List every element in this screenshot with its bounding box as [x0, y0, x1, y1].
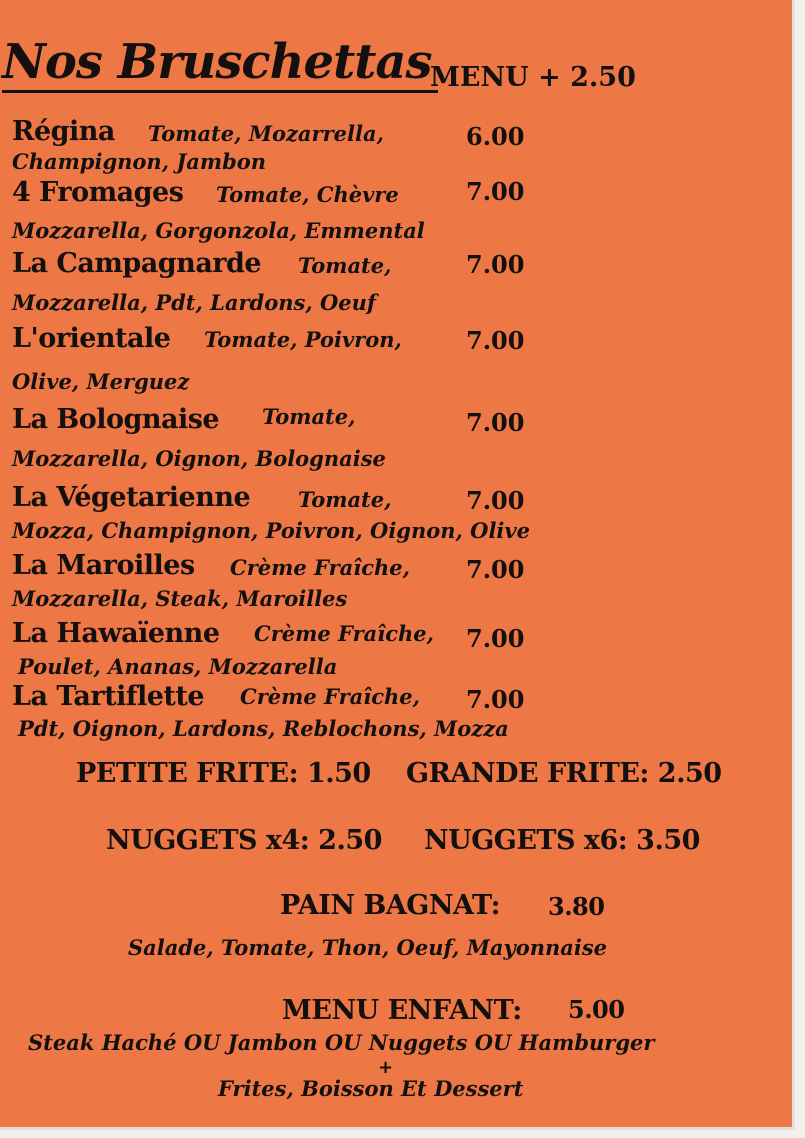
item-ingredients-cont: Mozza, Champignon, Poivron, Oignon, Olive	[12, 518, 530, 543]
pain-bagnat-label: PAIN BAGNAT:	[280, 890, 501, 921]
grande-frite-price: GRANDE FRITE: 2.50	[406, 758, 722, 789]
item-price: 7.00	[466, 326, 525, 355]
item-ingredients: Tomate,	[298, 253, 392, 278]
item-ingredients: Crème Fraîche,	[240, 684, 420, 709]
item-name: La Tartiflette	[12, 681, 205, 712]
item-name: La Maroilles	[12, 550, 195, 581]
item-name: La Végetarienne	[12, 482, 251, 513]
item-name: Régina	[12, 116, 115, 147]
item-name: L'orientale	[12, 323, 171, 354]
item-price: 7.00	[466, 408, 525, 437]
petite-frite-price: PETITE FRITE: 1.50	[76, 758, 371, 789]
item-ingredients: Tomate,	[262, 404, 356, 429]
menu-enfant-price: 5.00	[568, 995, 625, 1024]
nuggets-x6-price: NUGGETS x6: 3.50	[424, 825, 700, 856]
item-ingredients-cont: Mozzarella, Steak, Maroilles	[12, 586, 348, 611]
menu-supplement: MENU + 2.50	[430, 62, 636, 93]
item-name: La Bolognaise	[12, 404, 220, 435]
menu-enfant-plus: +	[378, 1057, 394, 1078]
item-price: 7.00	[466, 177, 525, 206]
item-name: La Hawaïenne	[12, 618, 220, 649]
pain-bagnat-price: 3.80	[548, 892, 605, 921]
item-price: 6.00	[466, 122, 525, 151]
item-price: 7.00	[466, 624, 525, 653]
item-ingredients-cont: Pdt, Oignon, Lardons, Reblochons, Mozza	[18, 716, 509, 741]
item-ingredients: Tomate,	[298, 487, 392, 512]
item-ingredients: Tomate, Poivron,	[204, 327, 402, 352]
item-ingredients-cont: Olive, Merguez	[12, 369, 190, 394]
item-price: 7.00	[466, 555, 525, 584]
item-price: 7.00	[466, 250, 525, 279]
item-ingredients-cont: Champignon, Jambon	[12, 149, 267, 174]
pain-bagnat-desc: Salade, Tomate, Thon, Oeuf, Mayonnaise	[128, 935, 608, 960]
item-ingredients: Tomate, Chèvre	[216, 182, 399, 207]
item-ingredients-cont: Mozzarella, Gorgonzola, Emmental	[12, 218, 425, 243]
item-ingredients: Crème Fraîche,	[254, 621, 434, 646]
item-ingredients: Crème Fraîche,	[230, 555, 410, 580]
item-ingredients: Tomate, Mozarrella,	[148, 121, 384, 146]
item-price: 7.00	[466, 685, 525, 714]
item-name: La Campagnarde	[12, 248, 262, 279]
item-ingredients-cont: Mozzarella, Pdt, Lardons, Oeuf	[12, 290, 376, 315]
menu-enfant-choices: Steak Haché OU Jambon OU Nuggets OU Hamburger	[28, 1030, 655, 1055]
item-ingredients-cont: Poulet, Ananas, Mozzarella	[18, 654, 338, 679]
item-name: 4 Fromages	[12, 177, 184, 208]
item-price: 7.00	[466, 486, 525, 515]
item-ingredients-cont: Mozzarella, Oignon, Bolognaise	[12, 446, 386, 471]
menu-enfant-includes: Frites, Boisson Et Dessert	[218, 1076, 524, 1101]
menu-title: Nos Bruschettas	[2, 34, 438, 93]
nuggets-x4-price: NUGGETS x4: 2.50	[106, 825, 382, 856]
menu-enfant-label: MENU ENFANT:	[282, 995, 522, 1026]
